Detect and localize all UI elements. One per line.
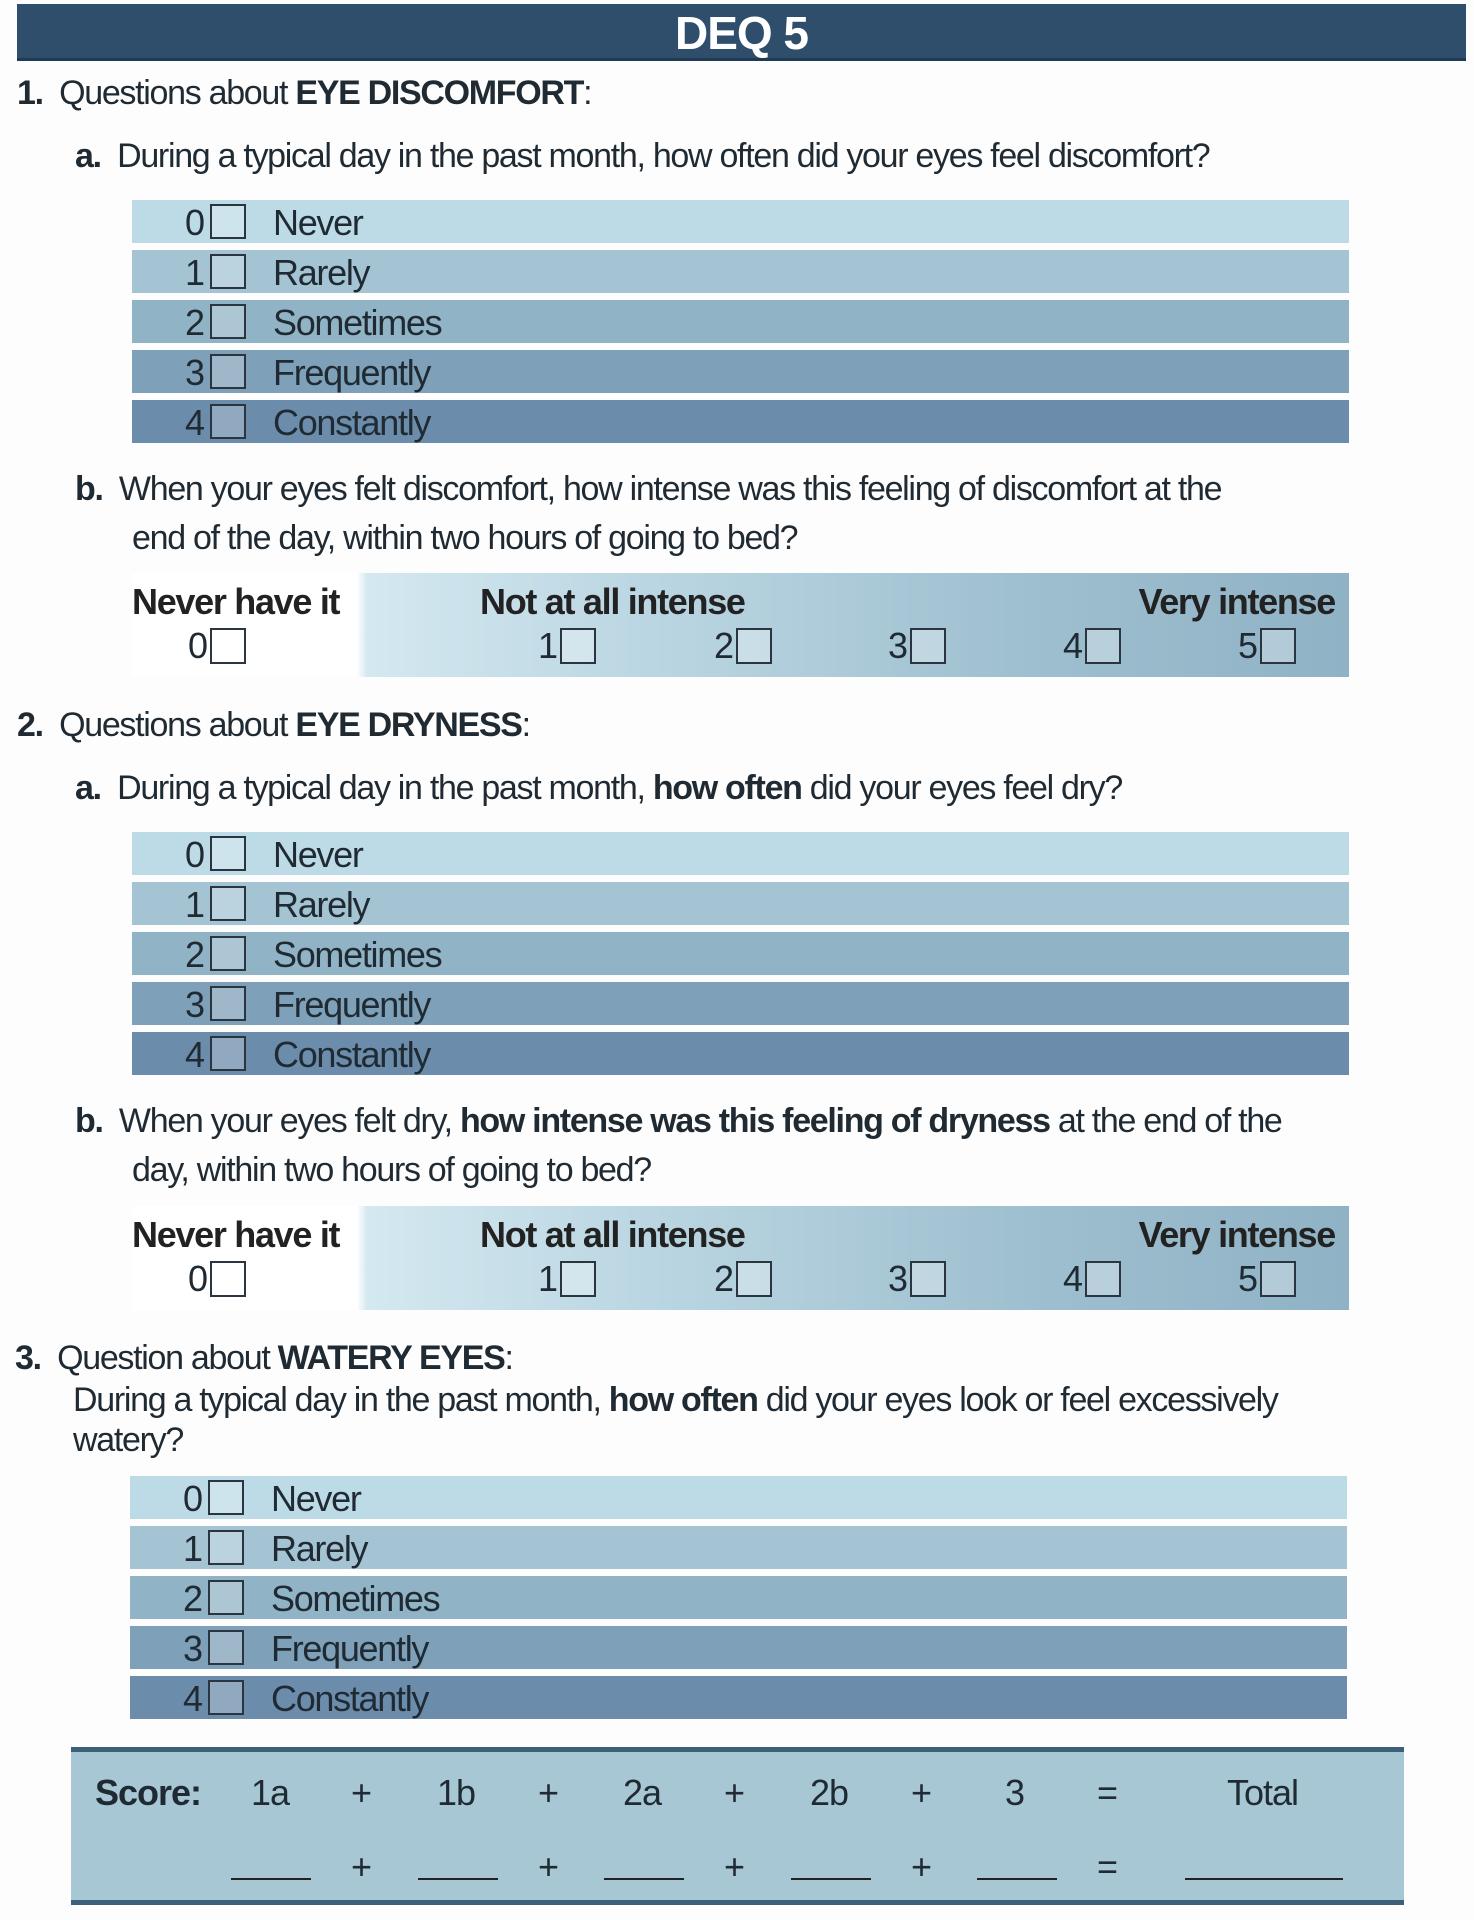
plus-sign: + bbox=[538, 1772, 559, 1813]
q1b-line2: end of the day, within two hours of going to bed? bbox=[132, 519, 798, 557]
checkbox[interactable] bbox=[910, 628, 946, 664]
checkbox[interactable] bbox=[1260, 1261, 1296, 1297]
q3-heading bbox=[15, 1339, 513, 1378]
score-input-total[interactable] bbox=[1185, 1878, 1343, 1880]
score-item-2a: 2a bbox=[623, 1772, 662, 1813]
plus-sign: + bbox=[911, 1772, 932, 1813]
q2a-text: During a typical day in the past month, bbox=[117, 769, 653, 807]
option-never[interactable] bbox=[130, 1476, 1347, 1519]
q1-topic: EYE DISCOMFORT bbox=[295, 74, 584, 112]
q2a-emphasis: how often bbox=[652, 769, 802, 807]
option-label: Rarely bbox=[271, 1528, 368, 1569]
option-constantly[interactable] bbox=[132, 1032, 1349, 1075]
option-value: 5 bbox=[1238, 625, 1258, 666]
q2b-intensity-scale bbox=[132, 1206, 1349, 1310]
option-sometimes[interactable] bbox=[132, 932, 1349, 975]
score-input-1b[interactable] bbox=[418, 1878, 498, 1880]
checkbox[interactable] bbox=[1260, 628, 1296, 664]
option-value: 0 bbox=[188, 1258, 208, 1299]
q1-prefix: Questions about bbox=[59, 74, 296, 112]
equals-sign: = bbox=[1097, 1846, 1118, 1887]
option-value: 2 bbox=[182, 1578, 202, 1619]
scale-option-5[interactable] bbox=[1238, 625, 1296, 667]
option-label: Rarely bbox=[273, 884, 370, 925]
not-intense-label: Not at all intense bbox=[480, 581, 745, 622]
option-value: 0 bbox=[184, 834, 204, 875]
plus-sign: + bbox=[351, 1772, 372, 1813]
q2b-question bbox=[75, 1102, 1282, 1141]
checkbox[interactable] bbox=[210, 304, 246, 339]
q2-heading bbox=[17, 706, 530, 745]
q1-suffix: : bbox=[583, 74, 592, 112]
option-label: Constantly bbox=[273, 402, 431, 443]
scale-option-2[interactable] bbox=[714, 625, 772, 667]
option-label: Never bbox=[273, 202, 363, 243]
option-frequently[interactable] bbox=[132, 982, 1349, 1025]
option-value: 3 bbox=[184, 984, 204, 1025]
q1a-text: During a typical day in the past month, how often did your eyes feel discomfort? bbox=[117, 137, 1210, 175]
q2a-text-end: did your eyes feel dry? bbox=[801, 769, 1122, 807]
checkbox[interactable] bbox=[208, 1680, 244, 1715]
option-never[interactable] bbox=[132, 832, 1349, 875]
very-intense-label: Very intense bbox=[1138, 1214, 1335, 1255]
q1b-intensity-scale bbox=[132, 573, 1349, 677]
checkbox[interactable] bbox=[208, 1480, 244, 1515]
scale-option-4[interactable] bbox=[1063, 1258, 1121, 1300]
option-value: 1 bbox=[184, 252, 204, 293]
option-value: 1 bbox=[184, 884, 204, 925]
checkbox[interactable] bbox=[210, 254, 246, 289]
option-value: 3 bbox=[888, 625, 908, 666]
option-value: 4 bbox=[1063, 1258, 1083, 1299]
q2b-emphasis: how intense was this feeling of dryness bbox=[459, 1102, 1050, 1140]
option-value: 3 bbox=[182, 1628, 202, 1669]
scale-option-4[interactable] bbox=[1063, 625, 1121, 667]
option-frequently[interactable] bbox=[130, 1626, 1347, 1669]
option-value: 3 bbox=[888, 1258, 908, 1299]
scale-option-0[interactable] bbox=[188, 1258, 246, 1300]
option-value: 0 bbox=[184, 202, 204, 243]
option-label: Constantly bbox=[271, 1678, 429, 1719]
q2b-letter: b. bbox=[75, 1102, 103, 1140]
q3-number: 3. bbox=[15, 1339, 41, 1377]
plus-sign: + bbox=[351, 1846, 372, 1887]
option-value: 2 bbox=[714, 1258, 734, 1299]
option-label: Sometimes bbox=[273, 302, 442, 343]
q3-emphasis: how often bbox=[608, 1381, 758, 1419]
option-sometimes[interactable] bbox=[132, 300, 1349, 343]
q2-topic: EYE DRYNESS bbox=[295, 706, 522, 744]
checkbox[interactable] bbox=[210, 936, 246, 971]
score-input-1a[interactable] bbox=[231, 1878, 311, 1880]
q1b-question bbox=[75, 470, 1221, 509]
equals-sign: = bbox=[1097, 1772, 1118, 1813]
scale-option-3[interactable] bbox=[888, 625, 946, 667]
checkbox[interactable] bbox=[210, 986, 246, 1021]
checkbox[interactable] bbox=[208, 1580, 244, 1615]
q2-number: 2. bbox=[17, 706, 43, 744]
option-label: Frequently bbox=[273, 352, 431, 393]
q1a-question bbox=[75, 137, 1209, 176]
option-label: Constantly bbox=[273, 1034, 431, 1075]
checkbox[interactable] bbox=[910, 1261, 946, 1297]
score-input-2b[interactable] bbox=[791, 1878, 871, 1880]
q1a-letter: a. bbox=[75, 137, 101, 175]
plus-sign: + bbox=[911, 1846, 932, 1887]
score-item-1a: 1a bbox=[251, 1772, 290, 1813]
score-total-label: Total bbox=[1227, 1772, 1299, 1813]
option-label: Never bbox=[273, 834, 363, 875]
checkbox[interactable] bbox=[210, 404, 246, 439]
q3-suffix: : bbox=[504, 1339, 513, 1377]
option-label: Sometimes bbox=[273, 934, 442, 975]
checkbox[interactable] bbox=[210, 1036, 246, 1071]
option-rarely[interactable] bbox=[132, 250, 1349, 293]
q2b-text-end: at the end of the bbox=[1049, 1102, 1282, 1140]
checkbox[interactable] bbox=[736, 628, 772, 664]
score-box bbox=[71, 1747, 1404, 1905]
option-never[interactable] bbox=[132, 200, 1349, 243]
option-label: Frequently bbox=[271, 1628, 429, 1669]
checkbox[interactable] bbox=[1085, 628, 1121, 664]
checkbox[interactable] bbox=[210, 354, 246, 389]
checkbox[interactable] bbox=[208, 1530, 244, 1565]
option-label: Frequently bbox=[273, 984, 431, 1025]
scale-option-5[interactable] bbox=[1238, 1258, 1296, 1300]
q1b-letter: b. bbox=[75, 470, 103, 508]
score-input-2a[interactable] bbox=[604, 1878, 684, 1880]
q1b-line1: When your eyes felt discomfort, how intense was this feeling of discomfort at the bbox=[118, 470, 1222, 508]
scale-option-2[interactable] bbox=[714, 1258, 772, 1300]
checkbox[interactable] bbox=[736, 1261, 772, 1297]
option-value: 4 bbox=[184, 402, 204, 443]
option-constantly[interactable] bbox=[130, 1676, 1347, 1719]
score-item-1b: 1b bbox=[437, 1772, 476, 1813]
q2-suffix: : bbox=[521, 706, 530, 744]
option-constantly[interactable] bbox=[132, 400, 1349, 443]
not-intense-label: Not at all intense bbox=[480, 1214, 745, 1255]
score-item-3: 3 bbox=[1005, 1772, 1025, 1813]
option-value: 2 bbox=[714, 625, 734, 666]
option-value: 1 bbox=[538, 625, 558, 666]
checkbox[interactable] bbox=[210, 836, 246, 871]
option-value: 2 bbox=[184, 934, 204, 975]
option-sometimes[interactable] bbox=[130, 1576, 1347, 1619]
q3-topic: WATERY EYES bbox=[277, 1339, 505, 1377]
option-value: 0 bbox=[188, 625, 208, 666]
q1-heading bbox=[17, 74, 591, 113]
option-label: Rarely bbox=[273, 252, 370, 293]
option-label: Never bbox=[271, 1478, 361, 1519]
checkbox[interactable] bbox=[1085, 1261, 1121, 1297]
option-value: 4 bbox=[1063, 625, 1083, 666]
form-title: DEQ 5 bbox=[674, 7, 809, 59]
q3-line2: watery? bbox=[73, 1421, 183, 1459]
plus-sign: + bbox=[724, 1846, 745, 1887]
option-value: 4 bbox=[184, 1034, 204, 1075]
option-label: Sometimes bbox=[271, 1578, 440, 1619]
option-value: 3 bbox=[184, 352, 204, 393]
option-value: 2 bbox=[184, 302, 204, 343]
checkbox[interactable] bbox=[210, 1261, 246, 1297]
option-value: 1 bbox=[182, 1528, 202, 1569]
checkbox[interactable] bbox=[210, 204, 246, 239]
checkbox[interactable] bbox=[560, 1261, 596, 1297]
checkbox[interactable] bbox=[208, 1630, 244, 1665]
option-rarely[interactable] bbox=[130, 1526, 1347, 1569]
scale-option-3[interactable] bbox=[888, 1258, 946, 1300]
q3-question bbox=[73, 1381, 1278, 1420]
option-value: 0 bbox=[182, 1478, 202, 1519]
very-intense-label: Very intense bbox=[1138, 581, 1335, 622]
option-value: 5 bbox=[1238, 1258, 1258, 1299]
q2a-question bbox=[75, 769, 1122, 808]
option-value: 4 bbox=[182, 1678, 202, 1719]
q2b-text: When your eyes felt dry, bbox=[118, 1102, 460, 1140]
checkbox[interactable] bbox=[210, 628, 246, 664]
q1-number: 1. bbox=[17, 74, 43, 112]
q2a-letter: a. bbox=[75, 769, 101, 807]
title-bar bbox=[17, 4, 1466, 61]
option-frequently[interactable] bbox=[132, 350, 1349, 393]
q2-prefix: Questions about bbox=[59, 706, 296, 744]
q3-text-end: did your eyes look or feel excessively bbox=[757, 1381, 1278, 1419]
q2b-line2: day, within two hours of going to bed? bbox=[132, 1151, 651, 1189]
never-have-it-label: Never have it bbox=[132, 1214, 340, 1255]
never-have-it-label: Never have it bbox=[132, 581, 340, 622]
checkbox[interactable] bbox=[210, 886, 246, 921]
scale-option-0[interactable] bbox=[188, 625, 246, 667]
score-item-2b: 2b bbox=[810, 1772, 849, 1813]
scale-option-1[interactable] bbox=[538, 625, 596, 667]
scale-option-1[interactable] bbox=[538, 1258, 596, 1300]
plus-sign: + bbox=[724, 1772, 745, 1813]
option-value: 1 bbox=[538, 1258, 558, 1299]
plus-sign: + bbox=[538, 1846, 559, 1887]
q3-prefix: Question about bbox=[57, 1339, 278, 1377]
checkbox[interactable] bbox=[560, 628, 596, 664]
option-rarely[interactable] bbox=[132, 882, 1349, 925]
score-label: Score: bbox=[95, 1772, 202, 1813]
score-input-3[interactable] bbox=[977, 1878, 1057, 1880]
q3-text: During a typical day in the past month, bbox=[73, 1381, 609, 1419]
